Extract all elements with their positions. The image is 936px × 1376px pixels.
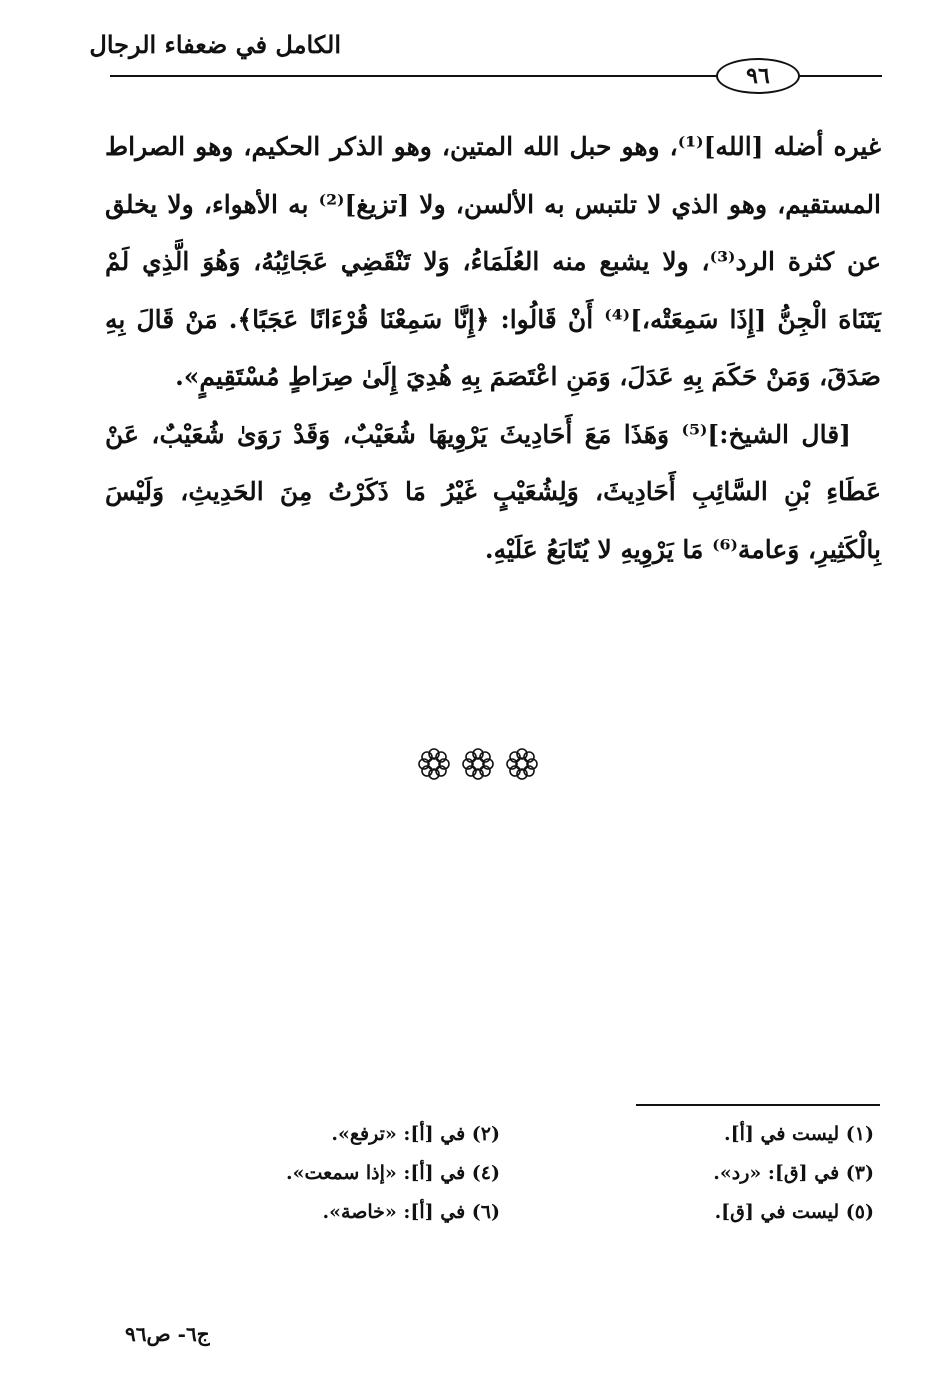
- footnote-3: (٣) في [ق]: «رد».: [713, 1162, 874, 1184]
- book-title: الكامل في ضعفاء الرجال: [89, 30, 341, 59]
- footnote-4: (٤) في [أ]: «إذا سمعت».: [286, 1162, 500, 1184]
- footnote-5: (٥) ليست في [ق].: [714, 1201, 874, 1223]
- paragraph-2: [قال الشيخ:]⁽⁵⁾ وَهَذَا مَعَ أَحَادِيثَ يَرْوِيهَا شُعَيْبٌ، وَقَدْ رَوَىٰ شُعَيْبٌ، عَنْ عَطَاءِ بْنِ السَّائِبِ أَحَادِيثَ، وَلِشُعَيْبٍ غَيْرُ مَا ذَكَرْتُ مِنَ الحَدِيثِ، وَلَيْسَ بِالْكَثِيرِ، وَعامة⁽⁶⁾ مَا يَرْوِيهِ لا يُتَابَعُ عَلَيْهِ.: [105, 419, 881, 564]
- footnote-2: (٢) في [أ]: «ترفع».: [331, 1123, 500, 1145]
- footnote-6: (٦) في [أ]: «خاصة».: [322, 1201, 500, 1223]
- footnote-rule: [636, 1104, 880, 1106]
- main-text: [105, 118, 881, 578]
- footnote-1: (١) ليست في [أ].: [724, 1123, 874, 1145]
- rosette-ornament-icon: [460, 746, 496, 782]
- rosette-ornament-icon: [504, 746, 540, 782]
- paragraph-1: غيره أضله [الله]⁽¹⁾، وهو حبل الله المتين، وهو الذكر الحكيم، وهو الصراط المستقيم، وهو الذي لا تلتبس به الألسن، ولا [تزيغ]⁽²⁾ به الأهواء، ولا يخلق عن كثرة الرد⁽³⁾، ولا يشبع منه العُلَمَاءُ، وَلا تَنْقَضِي عَجَائِبُهُ، وَهُوَ الَّذِي لَمْ يَتَنَاهَ الْجِنُّ [إِذَا سَمِعَتْه،]⁽⁴⁾ أَنْ قَالُوا: ﴿إِنَّا سَمِعْنَا قُرْءَانًا عَجَبًا﴾. مَنْ قَالَ بِهِ صَدَقَ، وَمَنْ حَكَمَ بِهِ عَدَلَ، وَمَنِ اعْتَصَمَ بِهِ هُدِيَ إِلَىٰ صِرَاطٍ مُسْتَقِيمٍ».: [105, 132, 881, 391]
- section-ornament: [416, 746, 540, 782]
- rosette-ornament-icon: [416, 746, 452, 782]
- page-number-badge: ٩٦: [716, 58, 800, 94]
- page-reference: ج٦- ص٩٦: [125, 1322, 210, 1346]
